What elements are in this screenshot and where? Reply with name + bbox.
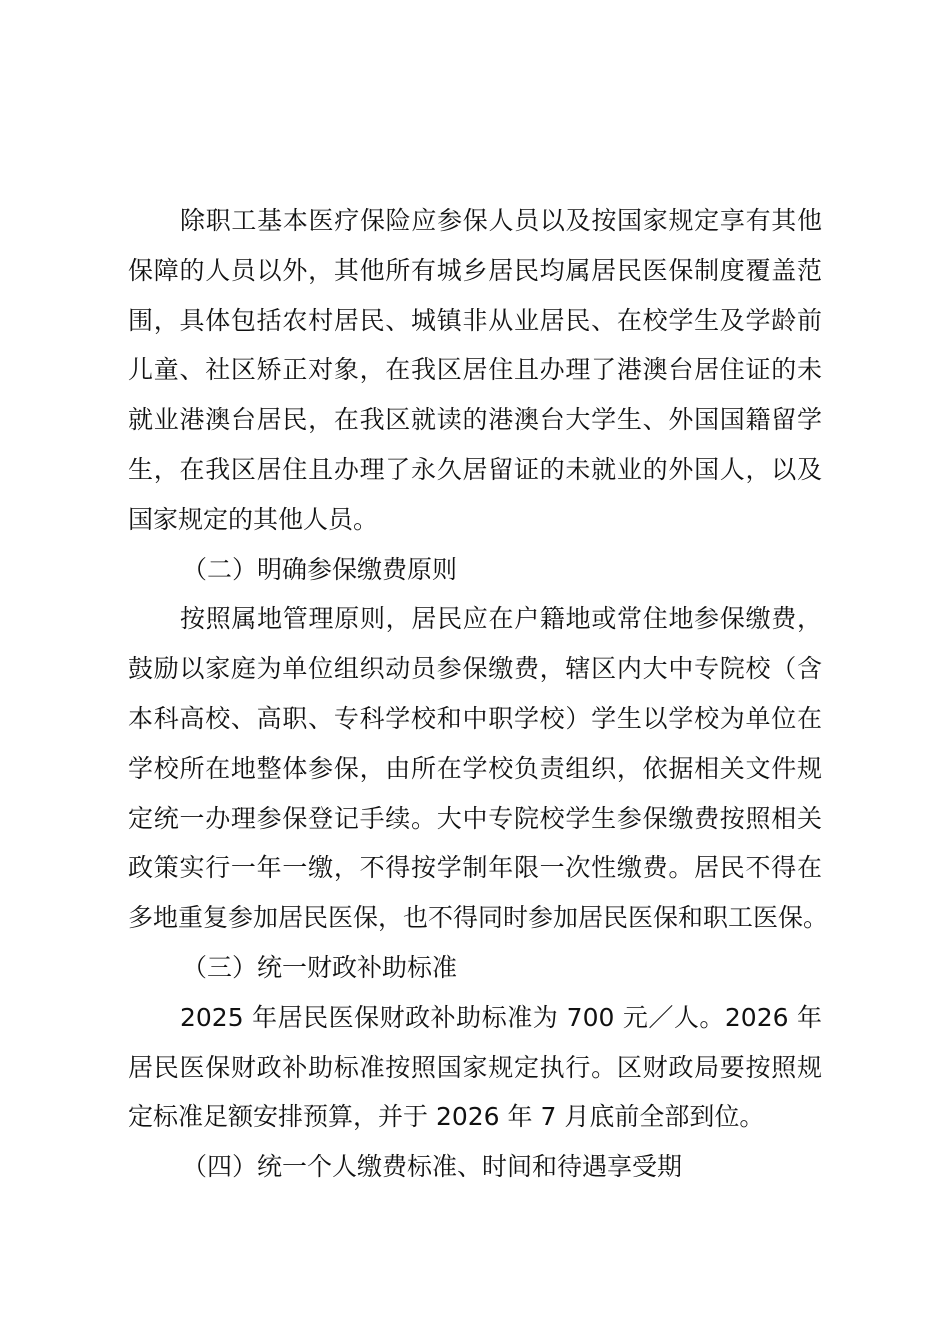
text-line: 生，在我区居住且办理了永久居留证的未就业的外国人，以及 bbox=[128, 454, 822, 484]
text-line: （三）统一财政补助标准 bbox=[182, 952, 458, 982]
text-line: 居民医保财政补助标准按照国家规定执行。区财政局要按照规 bbox=[128, 1052, 822, 1082]
body-paragraph bbox=[128, 594, 829, 943]
body-paragraph bbox=[128, 196, 822, 545]
text-line: 保障的人员以外，其他所有城乡居民均属居民医保制度覆盖范 bbox=[128, 255, 822, 285]
text-line: 2025 年居民医保财政补助标准为 700 元／人。2026 年 bbox=[180, 1002, 822, 1032]
body-paragraph bbox=[128, 993, 822, 1142]
text-line: 本科高校、高职、专科学校和中职学校）学生以学校为单位在 bbox=[128, 703, 822, 733]
text-line: 学校所在地整体参保，由所在学校负责组织，依据相关文件规 bbox=[128, 753, 822, 783]
text-line: 儿童、社区矫正对象，在我区居住且办理了港澳台居住证的未 bbox=[128, 355, 822, 385]
text-line: 围，具体包括农村居民、城镇非从业居民、在校学生及学龄前 bbox=[128, 305, 822, 335]
section-heading bbox=[128, 545, 822, 595]
text-line: 多地重复参加居民医保，也不得同时参加居民医保和职工医保。 bbox=[128, 903, 829, 933]
text-line: （四）统一个人缴费标准、时间和待遇享受期 bbox=[182, 1152, 683, 1182]
section-heading bbox=[128, 1142, 822, 1192]
text-line: 就业港澳台居民，在我区就读的港澳台大学生、外国国籍留学 bbox=[128, 405, 822, 435]
text-line: 国家规定的其他人员。 bbox=[128, 504, 379, 534]
text-line: 政策实行一年一缴，不得按学制年限一次性缴费。居民不得在 bbox=[128, 853, 822, 883]
text-line: （二）明确参保缴费原则 bbox=[182, 554, 458, 584]
document-page bbox=[128, 196, 829, 1192]
text-line: 定标准足额安排预算，并于 2026 年 7 月底前全部到位。 bbox=[128, 1102, 765, 1132]
text-line: 定统一办理参保登记手续。大中专院校学生参保缴费按照相关 bbox=[128, 803, 822, 833]
text-line: 除职工基本医疗保险应参保人员以及按国家规定享有其他 bbox=[180, 206, 822, 235]
text-line: 鼓励以家庭为单位组织动员参保缴费，辖区内大中专院校（含 bbox=[128, 654, 822, 684]
text-line: 按照属地管理原则，居民应在户籍地或常住地参保缴费， bbox=[180, 604, 822, 634]
section-heading bbox=[128, 943, 822, 993]
